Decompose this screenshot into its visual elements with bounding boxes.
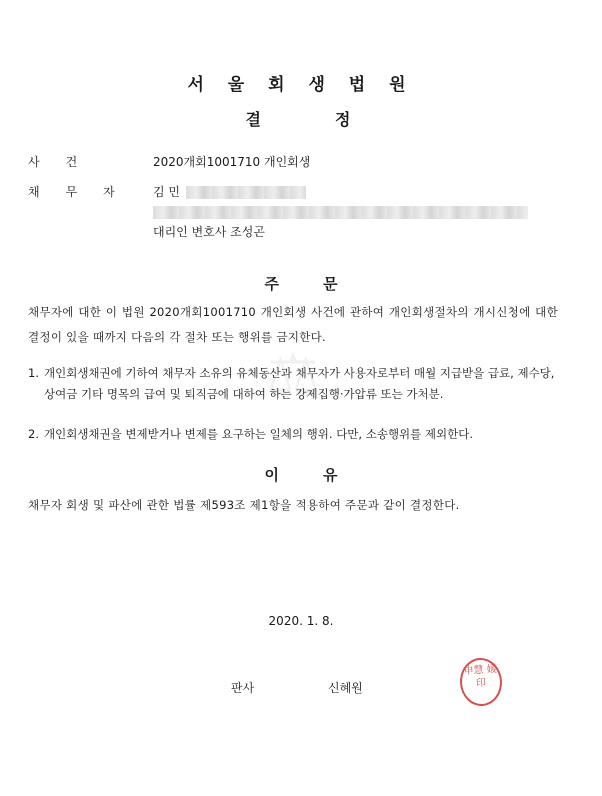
debtor-name: 김 민 (153, 185, 180, 199)
redacted-address-row (153, 205, 528, 219)
redacted-address (153, 206, 528, 219)
order-item-1 (28, 363, 558, 405)
case-row (28, 153, 310, 170)
order-item-2 (28, 424, 558, 445)
case-label: 사건 (28, 155, 104, 169)
order-item-number: 1. (28, 366, 39, 380)
decision-date: 2020. 1. 8. (268, 614, 334, 628)
order-section-title: 주문 (264, 275, 382, 293)
redacted-name (186, 186, 306, 199)
judge-title: 판사 (231, 681, 255, 695)
order-item-text: 개인회생채권에 기하여 채무자 소유의 유체동산과 채무자가 사용자로부터 매월 지급받을 급료, 제수당, 상여금 기타 명목의 급여 및 퇴직금에 대하여 하는 강제집행·가압류 또는 가처분. (44, 366, 555, 401)
watermark: ⚖ (266, 340, 334, 410)
debtor-row (28, 183, 306, 200)
order-paragraph: 채무자에 대한 이 법원 2020개회1001710 개인회생 사건에 관하여 개인회생절차의 개시신청에 대한 결정이 있을 때까지 다음의 각 절차 또는 행위를 금지한다. (28, 305, 558, 344)
judge-signature-line (231, 679, 363, 696)
seal-text: 申慧 媛印 (463, 663, 498, 690)
case-value: 2020개회1001710 개인회생 (153, 155, 311, 169)
document-title: 결정 (245, 110, 425, 129)
reason-section-title: 이유 (264, 466, 382, 484)
agent-row (153, 223, 265, 240)
judge-name: 신혜원 (328, 681, 363, 695)
debtor-label: 채무자 (28, 185, 141, 199)
judge-seal-stamp (458, 657, 503, 708)
order-item-number: 2. (28, 427, 39, 441)
reason-paragraph: 채무자 회생 및 파산에 관한 법률 제593조 제1항을 적용하여 주문과 같이 결정한다. (28, 498, 460, 512)
agent-text: 대리인 변호사 조성곤 (153, 225, 265, 239)
order-item-text: 개인회생채권을 변제받거나 변제를 요구하는 일체의 행위. 다만, 소송행위를 제외한다. (44, 427, 474, 441)
court-name: 서 울 회 생 법 원 (187, 75, 415, 95)
